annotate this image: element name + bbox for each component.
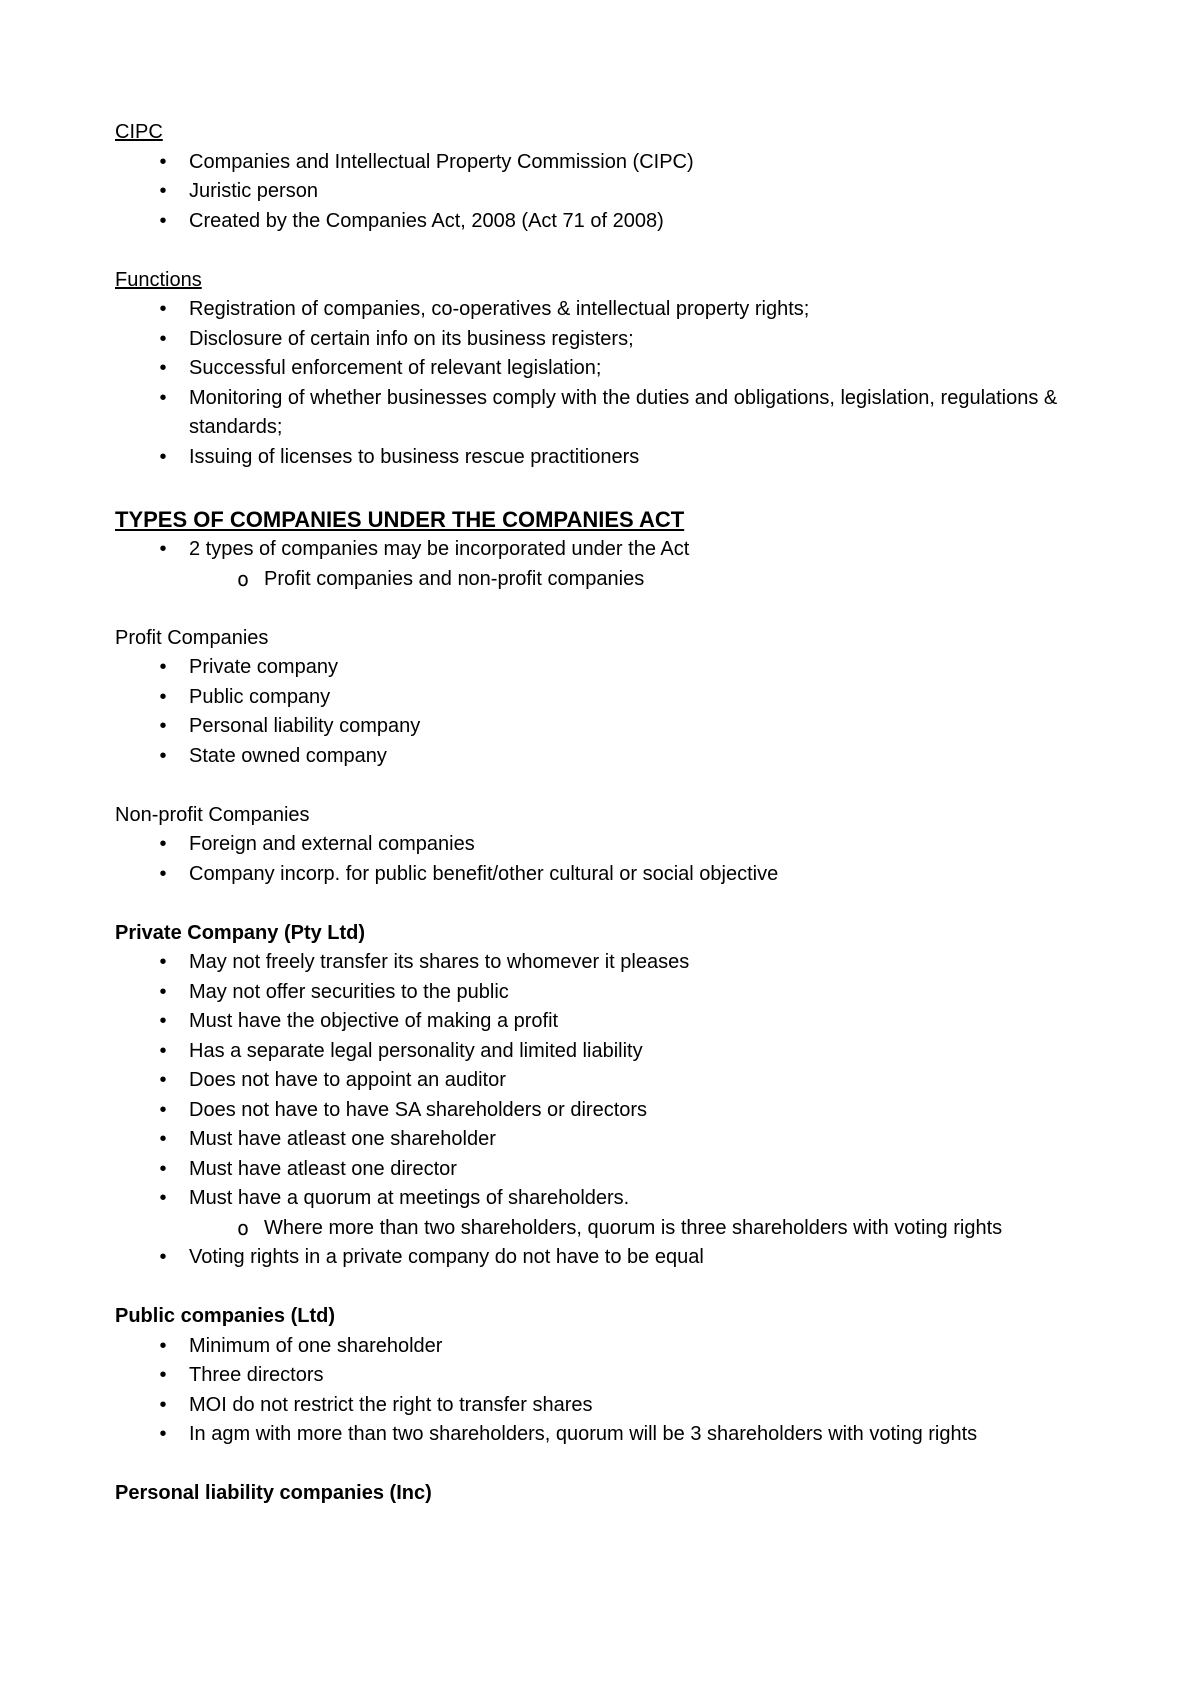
bullet-icon: • <box>159 862 167 885</box>
list-item <box>115 1096 1115 1126</box>
bullet-icon: • <box>159 327 167 350</box>
bullet-icon: • <box>159 357 167 379</box>
list-item <box>115 1037 1115 1067</box>
list-item <box>115 354 1115 384</box>
list-item-text: Personal liability company <box>189 715 421 737</box>
list-item-text: Disclosure of certain info on its business registers; <box>189 327 634 350</box>
public-list <box>115 1332 1115 1450</box>
list-item-text: Private company <box>189 656 338 678</box>
list-item <box>115 1184 1115 1243</box>
list-item-text: MOI do not restrict the right to transfer shares <box>189 1393 593 1416</box>
bullet-icon: • <box>159 298 167 320</box>
section-heading-public: Public companies (Ltd) <box>115 1305 336 1327</box>
bullet-icon: • <box>159 1364 167 1386</box>
bullet-icon: • <box>159 445 167 468</box>
list-item-text: Must have a quorum at meetings of shareholders. <box>189 1187 630 1209</box>
list-item <box>115 978 1115 1008</box>
list-item-text: May not freely transfer its shares to whomever it pleases <box>189 951 690 973</box>
functions-list <box>115 295 1115 472</box>
bullet-icon: • <box>159 1334 167 1357</box>
list-item-text: Must have atleast one shareholder <box>189 1128 496 1150</box>
list-item-text: Does not have to have SA shareholders or directors <box>189 1098 648 1121</box>
list-item-text: Must have the objective of making a profit <box>189 1010 559 1032</box>
bullet-icon: • <box>159 1128 167 1150</box>
list-item-text: Public company <box>189 685 331 708</box>
bullet-icon: • <box>159 386 167 409</box>
bullet-icon: • <box>159 656 167 678</box>
list-item-text: State owned company <box>189 744 387 767</box>
bullet-icon: • <box>159 1039 167 1062</box>
bullet-icon: • <box>159 209 167 232</box>
list-item-text: Juristic person <box>189 180 318 202</box>
bullet-icon: • <box>159 538 167 560</box>
list-item <box>115 207 1115 237</box>
bullet-icon: • <box>159 1098 167 1121</box>
list-item <box>115 1066 1115 1096</box>
bullet-icon: • <box>159 1423 167 1445</box>
list-item <box>115 1007 1115 1037</box>
list-item-text: In agm with more than two shareholders, quorum will be 3 shareholders with voting rights <box>189 1423 978 1445</box>
bullet-icon: • <box>159 715 167 737</box>
profit-list <box>115 653 1115 771</box>
bullet-icon: • <box>159 980 167 1003</box>
sub-list-item <box>189 565 1115 595</box>
section-heading-cipc: CIPC <box>115 121 163 143</box>
list-item-text: Company incorp. for public benefit/other cultural or social objective <box>189 862 779 885</box>
bullet-icon: • <box>159 150 167 173</box>
list-item <box>115 742 1115 772</box>
section-heading-types: TYPES OF COMPANIES UNDER THE COMPANIES ACT <box>115 507 685 532</box>
document-page <box>115 118 1115 1509</box>
list-item <box>115 860 1115 890</box>
bullet-icon: • <box>159 1393 167 1416</box>
list-item-text: Must have atleast one director <box>189 1157 457 1180</box>
list-item <box>115 1391 1115 1421</box>
list-item-text: May not offer securities to the public <box>189 980 509 1003</box>
list-item-text: Successful enforcement of relevant legislation; <box>189 357 602 379</box>
list-item-text: Does not have to appoint an auditor <box>189 1069 506 1091</box>
list-item <box>115 1243 1115 1273</box>
types-list <box>115 535 1115 594</box>
bullet-icon: • <box>159 180 167 202</box>
section-heading-personal: Personal liability companies (Inc) <box>115 1482 432 1504</box>
sub-list-item-text: Where more than two shareholders, quorum is three shareholders with voting rights <box>264 1216 1003 1239</box>
list-item-text: 2 types of companies may be incorporated under the Act <box>189 538 690 560</box>
list-item <box>115 1361 1115 1391</box>
circle-bullet-icon: o <box>237 566 250 591</box>
section-heading-profit: Profit Companies <box>115 626 269 649</box>
private-sublist <box>189 1214 1115 1244</box>
list-item <box>115 1420 1115 1450</box>
bullet-icon: • <box>159 833 167 855</box>
list-item-text: Has a separate legal personality and limited liability <box>189 1039 643 1062</box>
list-item-text: Monitoring of whether businesses comply with the duties and obligations, legislation, regulations & standards; <box>189 386 1058 438</box>
list-item <box>115 712 1115 742</box>
list-item <box>115 443 1115 473</box>
section-heading-nonprofit: Non-profit Companies <box>115 803 310 826</box>
list-item <box>115 295 1115 325</box>
list-item <box>115 384 1115 443</box>
list-item-text: Registration of companies, co-operatives & intellectual property rights; <box>189 298 810 320</box>
list-item <box>115 1332 1115 1362</box>
types-sublist <box>189 565 1115 595</box>
bullet-icon: • <box>159 1187 167 1209</box>
sub-list-item <box>189 1214 1115 1244</box>
bullet-icon: • <box>159 744 167 767</box>
list-item <box>115 1155 1115 1185</box>
list-item <box>115 535 1115 594</box>
nonprofit-list <box>115 830 1115 889</box>
sub-list-item-text: Profit companies and non-profit companies <box>264 567 645 590</box>
list-item <box>115 653 1115 683</box>
cipc-list <box>115 148 1115 237</box>
list-item <box>115 1125 1115 1155</box>
list-item <box>115 948 1115 978</box>
list-item-text: Minimum of one shareholder <box>189 1334 443 1357</box>
list-item-text: Foreign and external companies <box>189 833 475 855</box>
section-heading-functions: Functions <box>115 268 202 291</box>
circle-bullet-icon: o <box>237 1215 250 1240</box>
list-item <box>115 148 1115 178</box>
list-item <box>115 177 1115 207</box>
section-heading-private: Private Company (Pty Ltd) <box>115 921 366 944</box>
list-item-text: Voting rights in a private company do not have to be equal <box>189 1246 704 1268</box>
list-item-text: Three directors <box>189 1364 324 1386</box>
bullet-icon: • <box>159 685 167 708</box>
list-item-text: Issuing of licenses to business rescue practitioners <box>189 445 640 468</box>
bullet-icon: • <box>159 1010 167 1032</box>
private-list <box>115 948 1115 1273</box>
bullet-icon: • <box>159 1069 167 1091</box>
list-item <box>115 683 1115 713</box>
list-item <box>115 830 1115 860</box>
list-item <box>115 325 1115 355</box>
bullet-icon: • <box>159 1157 167 1180</box>
bullet-icon: • <box>159 1246 167 1268</box>
list-item-text: Created by the Companies Act, 2008 (Act 71 of 2008) <box>189 209 664 232</box>
bullet-icon: • <box>159 951 167 973</box>
list-item-text: Companies and Intellectual Property Commission (CIPC) <box>189 150 694 173</box>
